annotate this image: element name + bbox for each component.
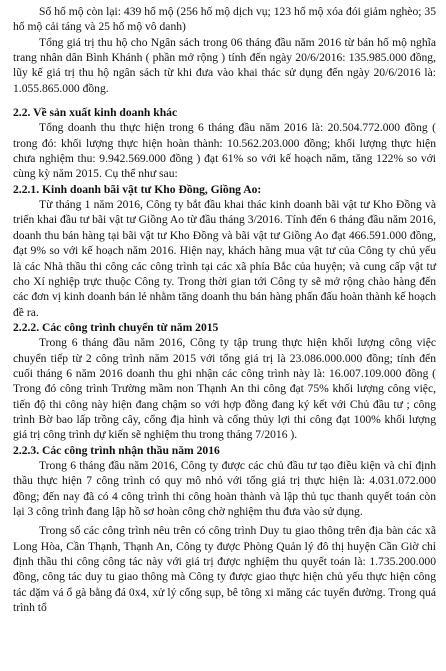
paragraph-carryover-projects: Trong 6 tháng đầu năm 2016, Công ty tập trung thực hiện khối lượng công việc chuyển tiếp từ 2 công trình năm 2015 với tổng giá trị là 23.086.000.000 đồng; tính đến cuối tháng 6 năm 2016 doanh thu ghi nhận các công trình này là: 16.007.109.000 đồng ( Trong đó công trình Trường mầm non Thạnh An thi công đạt 75% khối lượng công việc, tiến độ thi công này hiện đang chậm so với hợp đồng đang ký kết với Chủ đầu tư ; công trình Bờ bao lấp trồng cây, cổng địa hình và cống thủy lợi thi công đạt 100% khối lượng giá trị công trình dự kiến sẽ nghiệm thu trong tháng 7/2016 ).	[13, 336, 436, 442]
paragraph-remaining-graves: Số hố mộ còn lại: 439 hố mộ (256 hố mộ dịch vụ; 123 hố mộ xóa đói giảm nghèo; 35 hố mộ cải táng và 25 hố mộ vô danh)	[13, 5, 436, 34]
paragraph-budget-collection: Tổng giá trị thu hộ cho Ngân sách trong 06 tháng đầu năm 2016 từ bán hố mộ nghĩa trang nhân dân Bình Khánh ( phần mở rộng ) tính đến ngày 20/6/2016: 135.985.000 đồng, lũy kế giá trị thu hộ ngân sách từ khi đưa vào khai thác sử dụng đến ngày 20/6/2016 là: 1.055.865.000 đồng.	[13, 35, 436, 95]
paragraph-road-maintenance: Trong số các công trình nêu trên có công trình Duy tu giao thông trên địa bàn các xã Long Hòa, Cần Thạnh, Thạnh An, Công ty được Phòng Quản lý đô thị huyện Cần Giờ chỉ định thầu thi công công tác này với giá trị được nghiệm thu quyết toán là: 1.735.200.000 đồng, công tác duy tu giao thông mà Công ty được giao thực hiện chủ yếu thực hiện công tác dặm vá ổ gà bằng đá 0x4, xử lý cống sụp, bê tông xi măng các tuyến đường. Trong quá trình tổ	[13, 524, 436, 615]
paragraph-material-yards: Từ tháng 1 năm 2016, Công ty bắt đầu khai thác kinh doanh bãi vật tư Kho Đồng và triển khai đầu tư bãi vật tư Giồng Ao từ đầu tháng 3/2016. Tính đến 6 tháng đầu năm 2016, doanh thu bán hàng tại bãi vật tư Kho Đồng và bãi vật tư Giồng Ao đạt 466.591.000 đồng, đạt 9% so với kế hoạch năm 2016. Hiện nay, khách hàng mua vật tư của Công ty chủ yếu là các Nhà thầu thi công các công trình tại các xã phía Bắc của huyện; và cung cấp vật tư cho Xí nghiệp trực thuộc Công ty. Trong thời gian tới Công ty sẽ mở rộng chào hàng đến các đơn vị kinh doanh bán lẻ nhằm tăng doanh thu bán hàng phấn đấu hoàn thành kế hoạch đề ra.	[13, 198, 436, 319]
paragraph-total-revenue: Tổng doanh thu thực hiện trong 6 tháng đầu năm 2016 là: 20.504.772.000 đồng ( trong đó: khối lượng thực hiện hoàn thành: 10.562.203.000 đồng; khối lượng thực hiện chưa nghiệm thu: 9.942.569.000 đồng ) đạt 61% so với kế hoạch năm, tăng 122% so với cùng kỳ năm 2015. Cụ thể như sau:	[13, 121, 436, 181]
heading-2-2: 2.2. Về sản xuất kinh doanh khác	[13, 106, 178, 120]
heading-2-2-3: 2.2.3. Các công trình nhận thầu năm 2016	[13, 443, 220, 457]
heading-2-2-2: 2.2.2. Các công trình chuyển từ năm 2015	[13, 320, 219, 334]
paragraph-contracted-projects: Trong 6 tháng đầu năm 2016, Công ty được các chủ đầu tư tạo điều kiện và chỉ định thầu thực hiện 7 công trình có quy mô nhỏ với tổng giá trị thực hiện là: 4.031.072.000 đồng; đến nay đã có 4 công trình thi công hoàn thành và lập thủ tục thanh quyết toán còn lại 3 công trình đang lập hồ sơ hoàn công chờ nghiệm thu đưa vào sử dụng.	[13, 458, 436, 518]
heading-2-2-1: 2.2.1. Kinh doanh bãi vật tư Kho Đồng, Giồng Ao:	[13, 182, 262, 196]
